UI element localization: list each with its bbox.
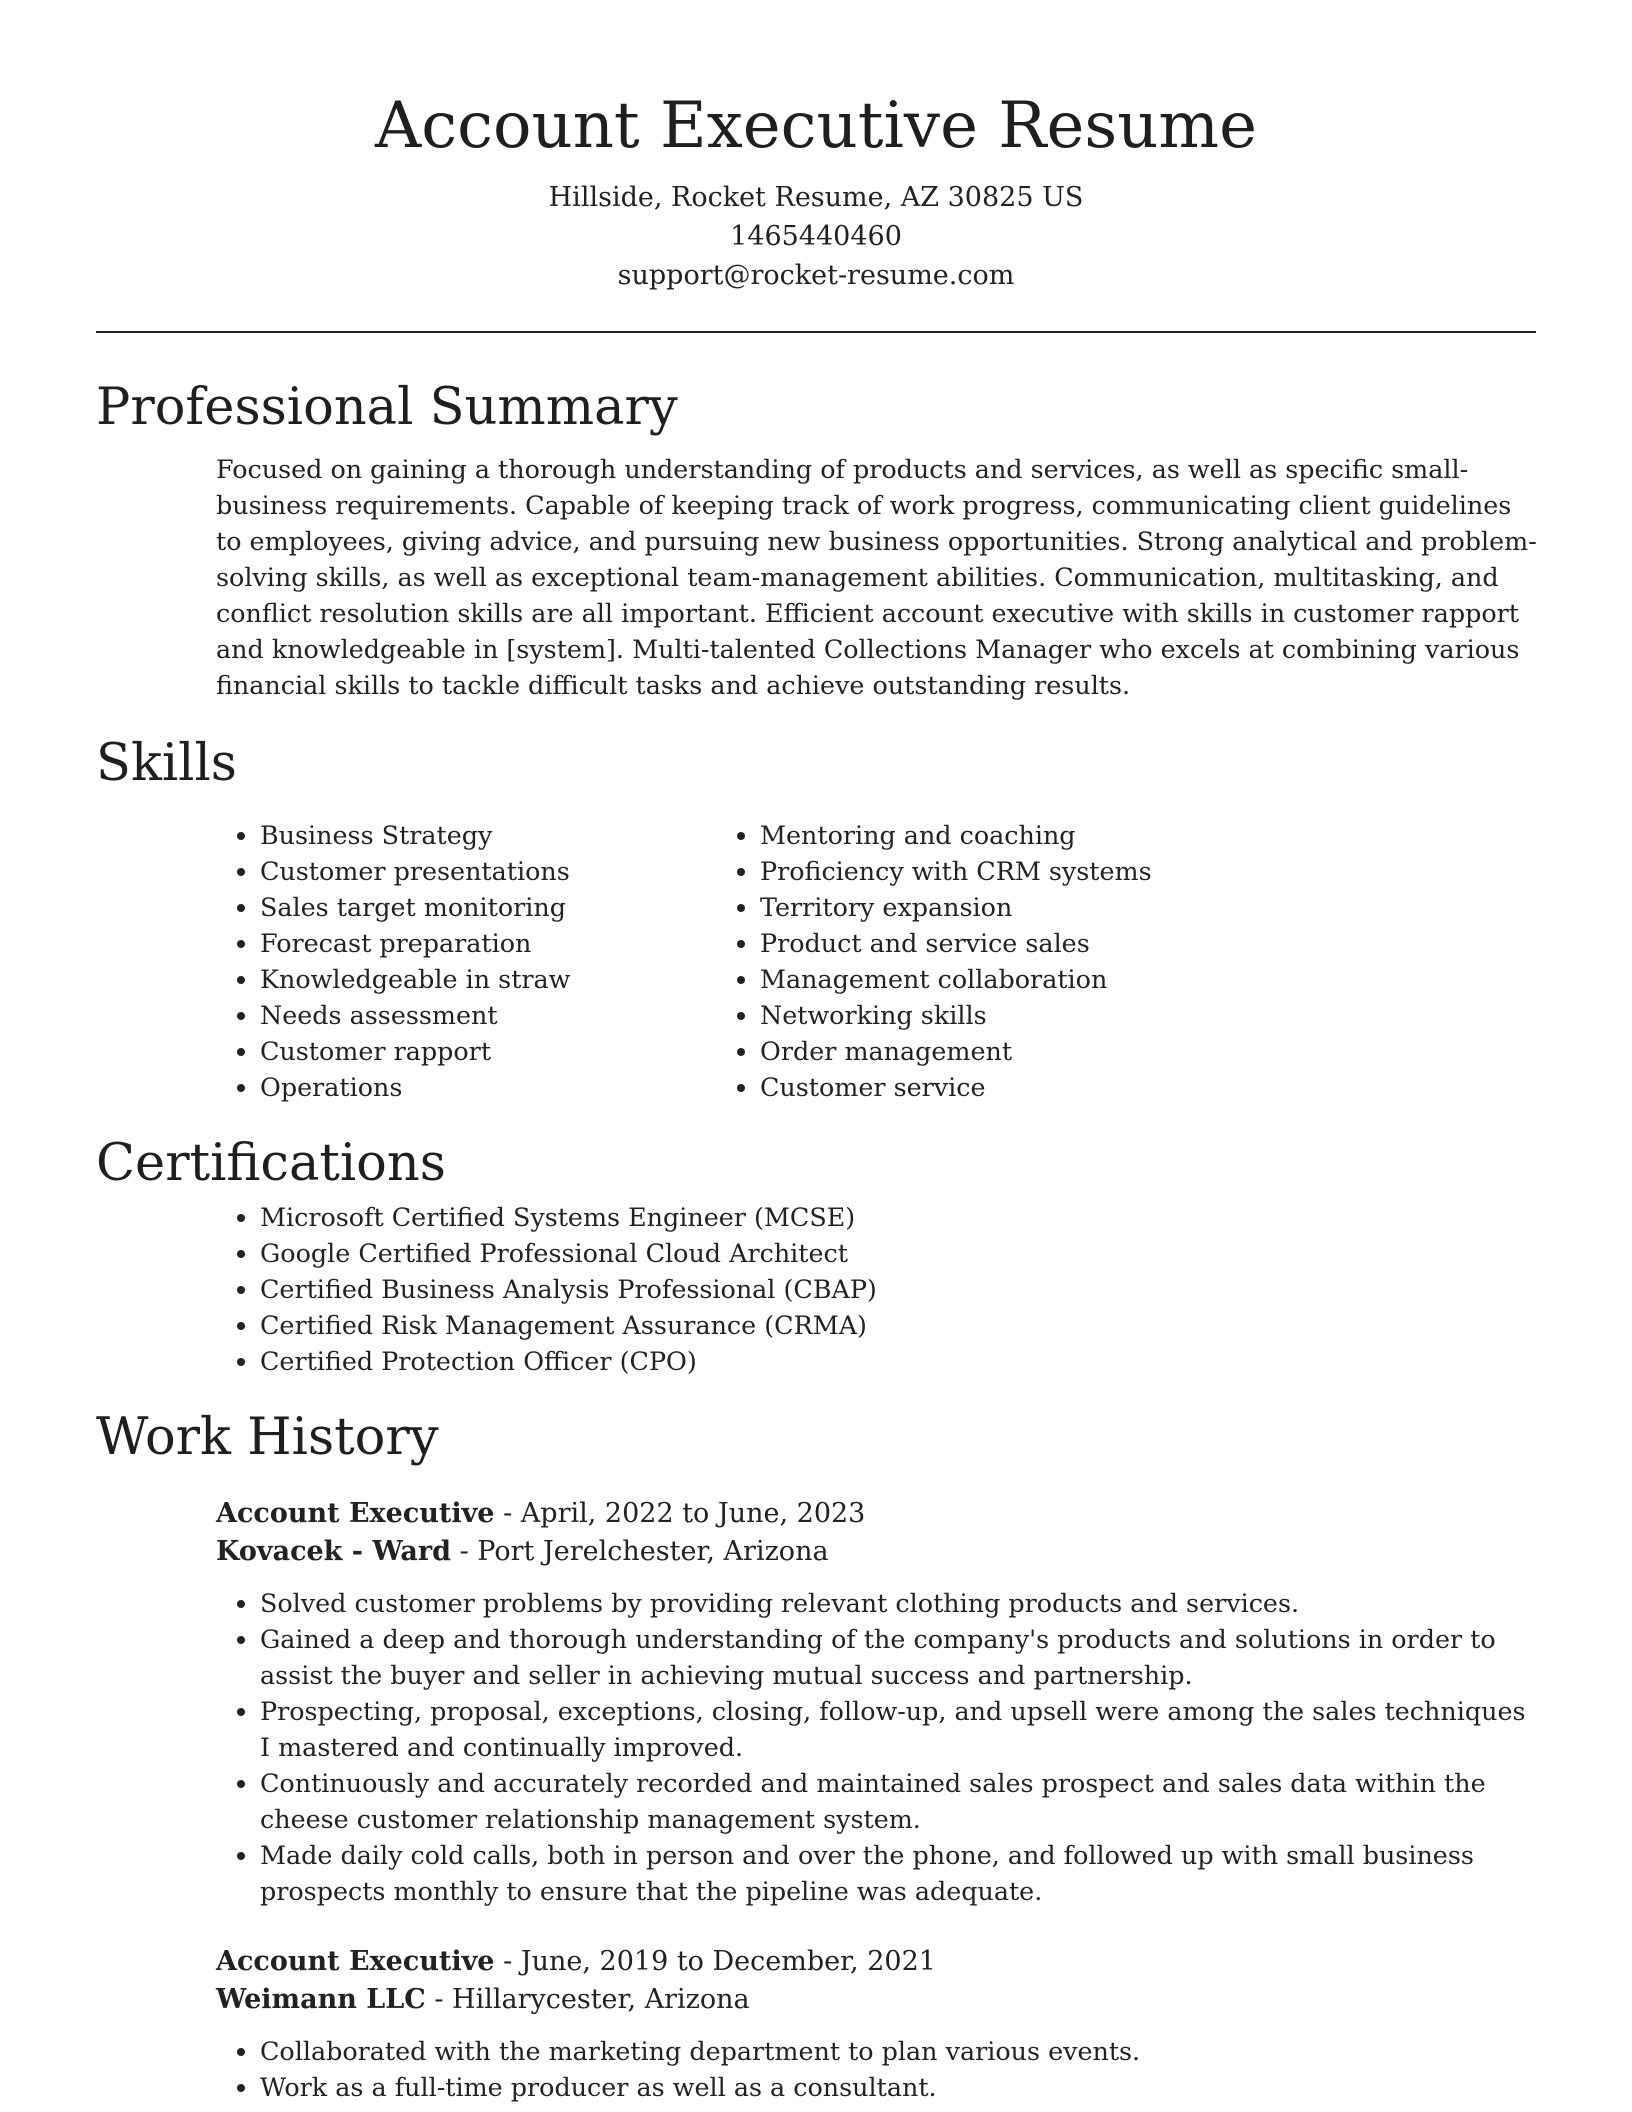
skill-item: • Needs assessment <box>260 997 746 1033</box>
job-company-line <box>216 1533 1536 1571</box>
job-location: - Hillarycester, Arizona <box>425 1984 750 2015</box>
skill-item: • Management collaboration <box>760 961 1152 997</box>
skill-item: • Knowledgeable in straw <box>260 961 746 997</box>
skills-list-left <box>96 817 746 1105</box>
summary-text: Focused on gaining a thorough understanding of products and services, as well as specific small-business requirements. Capable of keeping track of work progress, communicating client guidelines to employees, giving advice, and pursuing new business opportunities. Strong analytical and problem-solving skills, as well as exceptional team-management abilities. Communication, multitasking, and conflict resolution skills are all important. Efficient account executive with skills in customer rapport and knowledgeable in [system]. Multi-talented Collections Manager who excels at combining various financial skills to tackle difficult tasks and achieve outstanding results. <box>216 454 1537 700</box>
job-duty-item: • Collaborated with the marketing department to plan various events. <box>260 2033 1530 2069</box>
resume-page <box>96 0 1536 2105</box>
job-dates: - June, 2019 to December, 2021 <box>494 1946 936 1977</box>
skill-item: • Order management <box>760 1033 1152 1069</box>
job-duty-item: • Work as a full-time producer as well as a consultant. <box>260 2069 1530 2105</box>
contact-info <box>96 178 1536 295</box>
skills-column-left <box>96 817 746 1105</box>
contact-email: support@rocket-resume.com <box>617 260 1015 291</box>
skill-item: • Networking skills <box>760 997 1152 1033</box>
skills-list-right <box>760 817 1152 1105</box>
resume-header <box>96 0 1536 295</box>
contact-address: Hillside, Rocket Resume, AZ 30825 US <box>548 182 1084 213</box>
certification-item: • Certified Business Analysis Professional (CBAP) <box>260 1271 1536 1307</box>
skill-item: • Customer presentations <box>260 853 746 889</box>
job-role: Account Executive <box>216 1946 495 1977</box>
summary-heading: Professional Summary <box>96 378 678 437</box>
work-history-section <box>96 1403 1536 2105</box>
job-duty-item: • Solved customer problems by providing relevant clothing products and services. <box>260 1585 1530 1621</box>
certifications-section <box>96 1129 1536 1379</box>
certification-item: • Certified Risk Management Assurance (CRMA) <box>260 1307 1536 1343</box>
header-divider <box>96 331 1536 333</box>
certifications-list <box>96 1199 1536 1379</box>
job-title-line <box>216 1943 1536 1981</box>
summary-section <box>96 373 1536 703</box>
work-history-heading: Work History <box>96 1408 439 1467</box>
contact-phone: 1465440460 <box>730 221 902 252</box>
job-duty-item: • Made daily cold calls, both in person and over the phone, and followed up with small business prospects monthly to ensure that the pipeline was adequate. <box>260 1837 1530 1909</box>
job-company-line <box>216 1981 1536 2019</box>
job-duties-list <box>216 1585 1530 1909</box>
skills-heading: Skills <box>96 734 237 793</box>
job-company: Kovacek - Ward <box>216 1536 451 1567</box>
job-duty-item: • Gained a deep and thorough understanding of the company's products and solutions in order to assist the buyer and seller in achieving mutual success and partnership. <box>260 1621 1530 1693</box>
skill-item: • Customer rapport <box>260 1033 746 1069</box>
job-duty-item: • Prospecting, proposal, exceptions, closing, follow-up, and upsell were among the sales techniques I mastered and continually improved. <box>260 1693 1530 1765</box>
job-location: - Port Jerelchester, Arizona <box>450 1536 829 1567</box>
job-entry <box>216 1943 1536 2105</box>
job-dates: - April, 2022 to June, 2023 <box>494 1498 866 1529</box>
skill-item: • Territory expansion <box>760 889 1152 925</box>
skill-item: • Forecast preparation <box>260 925 746 961</box>
skills-column-right <box>746 817 1152 1105</box>
skill-item: • Business Strategy <box>260 817 746 853</box>
skills-section <box>96 729 1536 1105</box>
skill-item: • Operations <box>260 1069 746 1105</box>
certification-item: • Google Certified Professional Cloud Architect <box>260 1235 1536 1271</box>
job-duties-list <box>216 2033 1530 2105</box>
skills-columns <box>96 817 1536 1105</box>
skill-item: • Proficiency with CRM systems <box>760 853 1152 889</box>
job-duty-item: • Continuously and accurately recorded and maintained sales prospect and sales data within the cheese customer relationship management system. <box>260 1765 1530 1837</box>
certifications-heading: Certifications <box>96 1134 446 1193</box>
skill-item: • Sales target monitoring <box>260 889 746 925</box>
job-role: Account Executive <box>216 1498 495 1529</box>
job-title-line <box>216 1495 1536 1533</box>
skill-item: • Mentoring and coaching <box>760 817 1152 853</box>
job-company: Weimann LLC <box>216 1984 426 2015</box>
certification-item: • Microsoft Certified Systems Engineer (MCSE) <box>260 1199 1536 1235</box>
job-entry <box>216 1495 1536 1909</box>
skill-item: • Product and service sales <box>760 925 1152 961</box>
certification-item: • Certified Protection Officer (CPO) <box>260 1343 1536 1379</box>
page-title: Account Executive Resume <box>375 89 1257 163</box>
skill-item: • Customer service <box>760 1069 1152 1105</box>
